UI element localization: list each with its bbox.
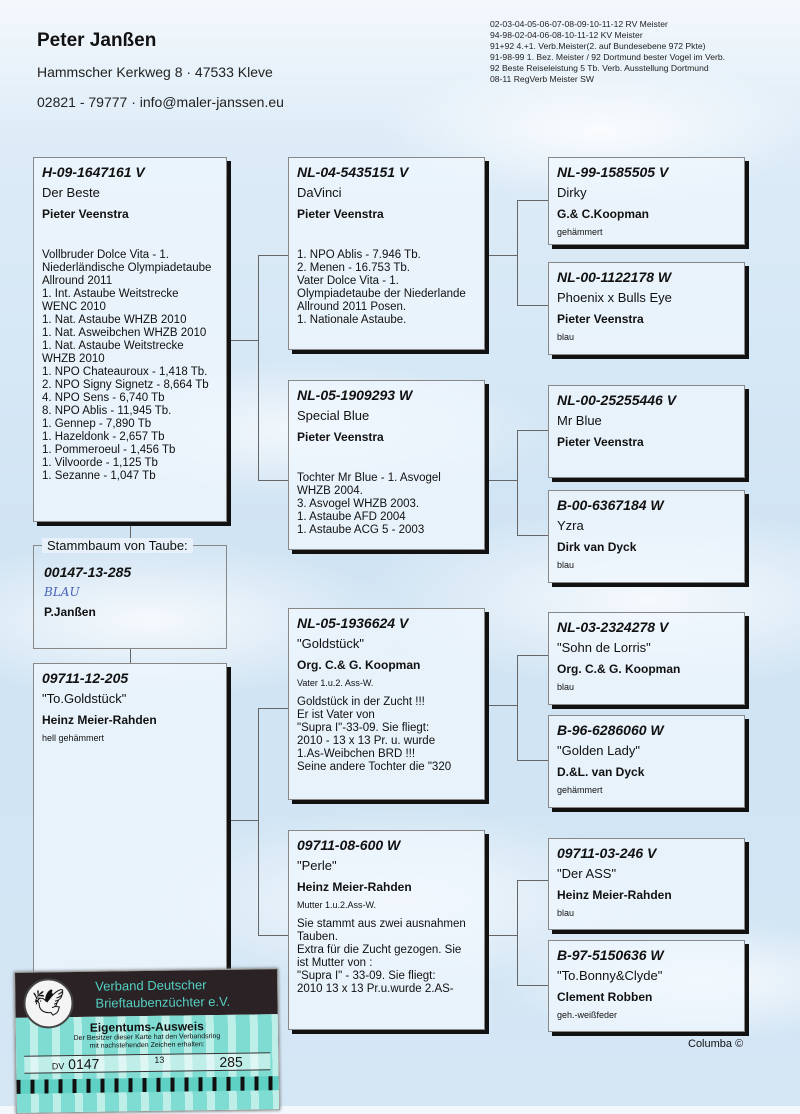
pigeon-color: Vater 1.u.2. Ass-W.: [297, 678, 374, 688]
pigeon-name: Dirky: [557, 185, 587, 200]
connector-line: [485, 705, 517, 706]
card-number: 0147: [68, 1055, 100, 1073]
achievement: 92 Beste Reiseleistung 5 Tb. Verb. Ausstellung Dortmund: [490, 63, 709, 73]
note-line: 1. Pommeroeul - 1,456 Tb: [42, 444, 176, 456]
spacer: [297, 450, 476, 472]
note-line: Tochter Mr Blue - 1. Asvogel: [297, 472, 441, 484]
note-line: 1.As-Weibchen BRD !!!: [297, 748, 416, 760]
card-org-line: Brieftaubenzüchter e.V.: [95, 993, 231, 1011]
breeder-name: Pieter Veenstra: [557, 435, 644, 449]
achievements-list: [490, 19, 725, 85]
connector-line: [517, 880, 548, 881]
pigeon-box-great-grandparent: [548, 157, 745, 245]
pigeon-box-great-grandparent: [548, 262, 745, 355]
software-credit: Columba ©: [688, 1038, 744, 1050]
pigeon-name: Mr Blue: [557, 413, 602, 428]
pigeon-name: "Perle": [297, 858, 337, 873]
pigeon-color: gehämmert: [557, 785, 603, 795]
ring-number: NL-99-1585505 V: [557, 164, 669, 180]
note-line: 2010 13 x 13 Pr.u.wurde 2.AS-: [297, 983, 454, 995]
pigeon-color: blau: [557, 682, 575, 692]
connector-line: [517, 200, 548, 201]
pigeon-color: gehämmert: [557, 227, 603, 237]
note-line: 2. Menen - 16.753 Tb.: [297, 262, 410, 274]
ring-number: NL-03-2324278 V: [557, 619, 669, 635]
subject-legend: Stammbaum von Taube:: [42, 538, 193, 553]
pigeon-box-maternal-grandfather: [288, 608, 485, 800]
note-line: 1. Vilvoorde - 1,125 Tb: [42, 457, 158, 469]
connector-line: [517, 430, 548, 431]
connector-line: [258, 935, 288, 936]
connector-line: [517, 760, 548, 761]
pigeon-color: blau: [557, 332, 575, 342]
breeder-name: Pieter Veenstra: [297, 430, 384, 444]
connector-line: [485, 935, 517, 936]
pigeon-name: "To.Bonny&Clyde": [557, 968, 663, 983]
connector-line: [517, 655, 518, 761]
performance-notes: [297, 918, 476, 996]
breeder-name: Org. C.& G. Koopman: [557, 662, 681, 676]
breeder-name: Dirk van Dyck: [557, 540, 637, 554]
ring-number: 09711-08-600 W: [297, 837, 401, 853]
note-line: "Supra I"-33-09. Sie fliegt:: [297, 722, 430, 734]
breeder-name: Pieter Veenstra: [42, 207, 129, 221]
subject-pigeon-box: [33, 538, 227, 649]
pigeon-box-paternal-grandfather: [288, 157, 485, 350]
pigeon-box-great-grandparent: [548, 940, 745, 1032]
spacer: [42, 227, 218, 249]
card-year: 13: [154, 1054, 165, 1065]
pigeon-name: Phoenix x Bulls Eye: [557, 290, 672, 305]
pigeon-name: Der Beste: [42, 185, 100, 200]
handwritten-color: BLAU: [44, 585, 80, 599]
achievement: 08-11 RegVerb Meister SW: [490, 74, 594, 84]
achievement: 94-98-02-04-06-08-10-11-12 KV Meister: [490, 30, 643, 40]
connector-line: [517, 535, 548, 536]
connector-line: [517, 655, 548, 656]
pigeon-box-great-grandparent: [548, 715, 745, 808]
ring-number: NL-00-25255446 V: [557, 392, 677, 408]
ring-number: 09711-12-205: [42, 670, 129, 686]
card-country: DV: [51, 1061, 65, 1072]
pigeon-box-paternal-grandmother: [288, 380, 485, 550]
note-line: Seine andere Tochter die "320: [297, 761, 452, 773]
ring-number: B-97-5150636 W: [557, 947, 664, 963]
note-line: Extra für die Zucht gezogen. Sie: [297, 944, 462, 956]
note-line: 1. Hazeldonk - 2,657 Tb: [42, 431, 165, 443]
connector-line: [517, 985, 548, 986]
note-line: WHZB 2004.: [297, 485, 363, 497]
note-line: WENC 2010: [42, 301, 106, 313]
breeder-name: Org. C.& G. Koopman: [297, 658, 421, 672]
pigeon-box-great-grandparent: [548, 838, 745, 930]
note-line: 2010 - 13 x 13 Pr. u. wurde: [297, 735, 436, 747]
pigeon-name: "Sohn de Lorris": [557, 640, 651, 655]
note-line: 1. NPO Ablis - 7.946 Tb.: [297, 249, 421, 261]
breeder-name: Heinz Meier-Rahden: [42, 713, 157, 727]
ring-number: NL-05-1909293 W: [297, 387, 413, 403]
card-pattern-strip: [17, 1076, 279, 1094]
achievement: 02-03-04-05-06-07-08-09-10-11-12 RV Meister: [490, 19, 668, 29]
performance-notes: [297, 472, 476, 537]
connector-line: [258, 480, 288, 481]
ring-number: H-09-1647161 V: [42, 164, 145, 180]
performance-notes: [42, 249, 218, 483]
card-title: Eigentums-Ausweis: [89, 1019, 204, 1035]
pigeon-color: blau: [557, 560, 575, 570]
connector-line: [130, 649, 131, 663]
note-line: Goldstück in der Zucht !!!: [297, 696, 425, 708]
note-line: 1. Astaube ACG 5 - 2003: [297, 524, 425, 536]
spacer: [297, 227, 476, 249]
note-line: 4. NPO Sens - 6,740 Tb: [42, 392, 165, 404]
pigeon-box-great-grandparent: [548, 612, 745, 705]
pigeon-box-mother: [33, 663, 227, 993]
pigeon-color: hell gehämmert: [42, 733, 105, 743]
breeder-name: G.& C.Koopman: [557, 207, 649, 221]
connector-line: [258, 708, 288, 709]
pigeon-color: geh.-weißfeder: [557, 1010, 618, 1020]
ring-number: B-00-6367184 W: [557, 497, 664, 513]
breeder-contact: 02821 - 79777 · info@maler-janssen.eu: [37, 94, 284, 110]
note-line: Niederländische Olympiadetaube: [42, 262, 212, 274]
connector-line: [485, 480, 517, 481]
ring-number: NL-04-5435151 V: [297, 164, 409, 180]
breeder-name: Peter Janßen: [37, 30, 157, 51]
pigeon-name: Special Blue: [297, 408, 370, 423]
breeder-name: Clement Robben: [557, 990, 653, 1004]
pigeon-box-father: [33, 157, 227, 522]
note-line: Sie stammt aus zwei ausnahmen: [297, 918, 466, 930]
achievement: 91-98-99 1. Bez. Meister / 92 Dortmund bester Vogel im Verb.: [490, 52, 726, 62]
pigeon-name: Yzra: [557, 518, 584, 533]
note-line: 1. Nat. Astaube Weitstrecke: [42, 340, 184, 352]
ring-number: NL-05-1936624 V: [297, 615, 409, 631]
connector-line: [517, 200, 518, 306]
subject-breeder: P.Janßen: [44, 605, 96, 619]
note-line: Er ist Vater von: [297, 709, 375, 721]
card-ring: 285: [219, 1053, 243, 1070]
note-line: Allround 2011 Posen.: [297, 301, 407, 313]
connector-line: [227, 340, 258, 341]
note-line: "Supra I" - 33-09. Sie fliegt:: [297, 970, 436, 982]
note-line: 1. Nat. Asweibchen WHZB 2010: [42, 327, 207, 339]
breeder-address: Hammscher Kerkweg 8 · 47533 Kleve: [37, 64, 273, 80]
note-line: ist Mutter von :: [297, 957, 373, 969]
connector-line: [517, 430, 518, 536]
breeder-name: Pieter Veenstra: [557, 312, 644, 326]
connector-line: [485, 255, 517, 256]
subject-ring-number: 00147-13-285: [44, 564, 132, 580]
achievement: 91+92 4.+1. Verb.Meister(2. auf Bundesebene 972 Pkte): [490, 41, 706, 51]
breeder-name: Heinz Meier-Rahden: [557, 888, 672, 902]
pigeon-name: "Goldstück": [297, 636, 365, 651]
note-line: 1. Nationale Astaube.: [297, 314, 407, 326]
pigeon-color: blau: [557, 908, 575, 918]
note-line: Allround 2011: [42, 275, 113, 287]
note-line: 3. Asvogel WHZB 2003.: [297, 498, 420, 510]
connector-line: [258, 255, 259, 481]
pigeon-name: "Der ASS": [557, 866, 617, 881]
card-text: Der Besitzer dieser Karte hat den Verbandsring: [73, 1032, 221, 1043]
breeder-name: Heinz Meier-Rahden: [297, 880, 412, 894]
performance-notes: [297, 696, 476, 774]
note-line: Olympiadetaube der Niederlande: [297, 288, 466, 300]
pigeon-box-great-grandparent: [548, 490, 745, 583]
note-line: Vollbruder Dolce Vita - 1.: [42, 249, 169, 261]
connector-line: [258, 255, 288, 256]
ownership-card: [14, 968, 280, 1114]
pigeon-name: "Golden Lady": [557, 743, 640, 758]
note-line: 1. Int. Astaube Weitstrecke: [42, 288, 179, 300]
note-line: 2. NPO Signy Signetz - 8,664 Tb: [42, 379, 209, 391]
ring-number: 09711-03-246 V: [557, 845, 657, 861]
card-org-line: Verband Deutscher: [95, 977, 207, 994]
pigeon-logo-icon: 🕊: [23, 978, 74, 1029]
pigeon-name: DaVinci: [297, 185, 342, 200]
note-line: 1. Sezanne - 1,047 Tb: [42, 470, 156, 482]
connector-line: [258, 708, 259, 936]
breeder-name: D.&L. van Dyck: [557, 765, 645, 779]
note-line: WHZB 2010: [42, 353, 105, 365]
ring-number: NL-00-1122178 W: [557, 269, 672, 285]
note-line: 1. Nat. Astaube WHZB 2010: [42, 314, 187, 326]
pigeon-box-great-grandparent: [548, 385, 745, 478]
note-line: 1. NPO Chateauroux - 1,418 Tb.: [42, 366, 208, 378]
note-line: 1. Gennep - 7,890 Tb: [42, 418, 152, 430]
card-text: mit nachstehenden Zeichen erhalten:: [89, 1041, 205, 1050]
connector-line: [517, 305, 548, 306]
pigeon-box-maternal-grandmother: [288, 830, 485, 1030]
card-ring-number: [24, 1052, 270, 1073]
pigeon-color: Mutter 1.u.2.Ass-W.: [297, 900, 377, 910]
note-line: Tauben.: [297, 931, 338, 943]
pigeon-name: "To.Goldstück": [42, 691, 127, 706]
connector-line: [227, 820, 258, 821]
breeder-name: Pieter Veenstra: [297, 207, 384, 221]
note-line: 1. Astaube AFD 2004: [297, 511, 406, 523]
connector-line: [517, 880, 518, 986]
ring-number: B-96-6286060 W: [557, 722, 664, 738]
note-line: Vater Dolce Vita - 1.: [297, 275, 399, 287]
note-line: 8. NPO Ablis - 11,945 Tb.: [42, 405, 172, 417]
performance-notes: [297, 249, 476, 327]
